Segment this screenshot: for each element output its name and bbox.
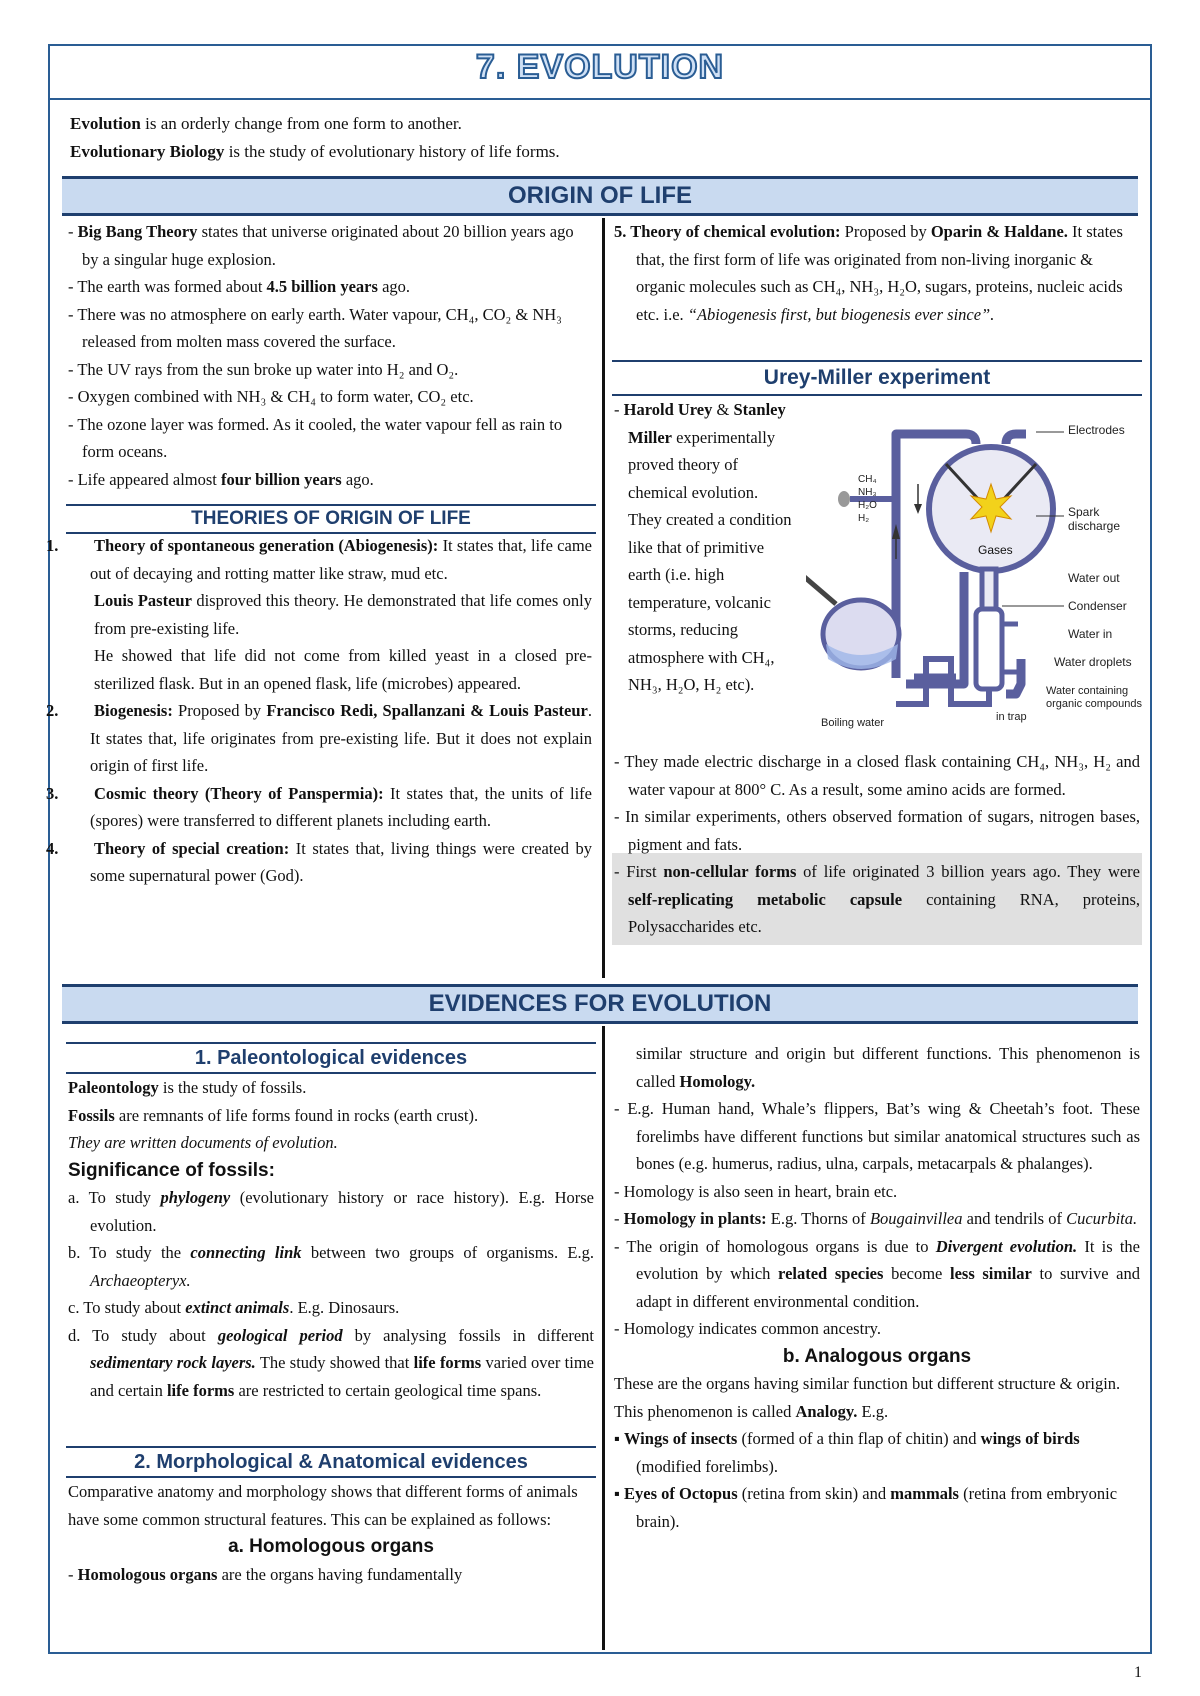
chemical-evolution: 5. Theory of chemical evolution: Proposed by Oparin & Haldane. It states that, the first form of life was originated from non-living inorganic & organic molecules such as CH₄, NH₃, H₂O, sugars, proteins, nucleic acids etc. i.e. “Abiogenesis first, but biogenesis ever since”. [614, 222, 1123, 324]
term-evolution: Evolution [70, 114, 141, 133]
homology-right: similar structure and origin but different functions. This phenomenon is called Homology. - E.g. Human hand, Whale’s flippers, Bat’s wing & Cheetah’s foot. These forelimbs have different functions but similar anatomical structures such as bones (e.g. humerus, radius, ulna, carpals, metacarpals & phalanges). - Homology is also seen in heart, brain etc. - Homology in plants: E.g. Thorns of Bougainvillea and tendrils of Cucurbita. - The origin of homologous organs is due to Divergent evolution. It is the evolution by which related species become less similar to survive and adapt in different environmental condition. - Homology indicates common ancestry. b. Analogous organs These are the organs having similar function but different structure & origin. This phenomenon is called Analogy. E.g. ▪ Wings of insects (formed of a thin flap of chitin) and wings of birds (modified forelimbs). ▪ Eyes of Octopus (retina from skin) and mammals (retina from embryonic brain). [614, 1044, 1141, 1531]
paleo-heading: 1. Paleontological evidences [66, 1042, 596, 1074]
morph-section: Comparative anatomy and morphology shows that different forms of animals have some common structural features. This can be explained as follows: a. Homologous organs - Homologous organs are the organs having fundamentally [68, 1478, 594, 1588]
condenser [976, 609, 1002, 689]
title-rule [50, 98, 1150, 100]
svg-text:in trap: in trap [996, 711, 1027, 723]
svg-text:Electrodes: Electrodes [1068, 423, 1125, 437]
svg-text:CH₄: CH₄ [858, 474, 877, 485]
svg-text:Water containing: Water containing [1046, 685, 1129, 697]
svg-text:Boiling water: Boiling water [821, 717, 884, 729]
origin-band: ORIGIN OF LIFE [62, 176, 1138, 216]
urey-intro: - Harold Urey & Stanley Miller experimentally proved theory of chemical evolution. They created a condition like that of primitive earth (i.e. high temperature, volcanic storms, reducing atmosphere with CH₄, NH₃, H₂O, H₂ etc). [614, 400, 792, 694]
paleo-section: Paleontology is the study of fossils. Fossils are remnants of life forms found in rocks (earth crust). They are written documents of evolution. Significance of fossils: a. To study phylogeny (evolutionary history or race history). E.g. Horse evolution. b. To study the connecting link between two groups of organisms. E.g. Archaeopteryx. c. To study about extinct animals. E.g. Dinosaurs. d. To study about geological period by analysing fossils in different sedimentary rock layers. The study showed that life forms varied over time and certain life forms are restricted to certain geological time spans. [68, 1078, 594, 1400]
svg-text:Water in: Water in [1068, 627, 1113, 641]
morph-heading: 2. Morphological & Anatomical evidences [66, 1446, 596, 1478]
intro [70, 110, 560, 166]
svg-text:Spark: Spark [1068, 505, 1100, 519]
svg-text:Water out: Water out [1068, 571, 1120, 585]
intro-line1: is an orderly change from one form to another. [140, 114, 462, 133]
column-divider-bottom [602, 1026, 605, 1650]
svg-text:Condenser: Condenser [1068, 599, 1127, 613]
urey-results: - They made electric discharge in a closed flask containing CH₄, NH₃, H₂ and water vapour at 800° C. As a result, some amino acids are formed. - In similar experiments, others observed formation of sugars, nitrogen bases, pigment and fats. - First non-cellular forms of life originated 3 billion years ago. They were self-replicating metabolic capsule containing RNA, proteins, Polysaccharides etc. [614, 752, 1141, 936]
column-divider-top [602, 218, 605, 978]
term-evolutionary-biology: Evolutionary Biology [70, 142, 225, 161]
significance-heading: Significance of fossils: [68, 1159, 275, 1181]
svg-text:H₂: H₂ [858, 513, 870, 524]
evidences-band: EVIDENCES FOR EVOLUTION [62, 984, 1138, 1024]
analogous-heading: b. Analogous organs [782, 1345, 972, 1367]
origin-left-column: - Big Bang Theory states that universe originated about 20 billion years ago by a singular huge explosion. - The earth was formed about 4.5 billion years ago. - There was no atmosphere on early earth. Water vapour, CH₄, CO₂ & NH₃ released from molten mass covered the surface. - The UV rays from the sun broke up water into H₂ and O₂. - Oxygen combined with NH₃ & CH₄ to form water, CO₂ etc. - The ozone layer was formed. As it cooled, the water vapour fell as rain to form oceans. - Life appeared almost four billion years ago. [68, 222, 574, 489]
theories-list: 1. Theory of spontaneous generation (Abiogenesis): It states that, life came out of decaying and rotting matter like straw, mud etc. Louis Pasteur disproved this theory. He demonstrated that life comes only from pre-existing life. He showed that life did not come from killed yeast in a closed pre-sterilized flask. But in an opened flask, life (microbes) appeared. 2. Biogenesis: Proposed by Francisco Redi, Spallanzani & Louis Pasteur. It states that, life originates from pre-existing life. But it does not explain origin of first life. 3. Cosmic theory (Theory of Panspermia): It states that, the units of life (spores) were transferred to different planets including earth. 4. Theory of special creation: It states that, living things were created by some supernatural power (God). [46, 536, 592, 885]
page-number: 1 [1134, 1664, 1142, 1681]
intro-line2: is the study of evolutionary history of life forms. [224, 142, 560, 161]
theories-heading: THEORIES OF ORIGIN OF LIFE [66, 504, 596, 534]
svg-text:NH₃: NH₃ [858, 487, 877, 498]
svg-text:Water droplets: Water droplets [1054, 655, 1132, 669]
urey-miller-heading: Urey-Miller experiment [612, 360, 1142, 396]
svg-text:Gases: Gases [978, 543, 1013, 557]
urey-miller-apparatus [806, 404, 1146, 734]
svg-text:H₂O: H₂O [858, 500, 877, 511]
homologous-heading: a. Homologous organs [228, 1536, 434, 1557]
svg-text:organic compounds: organic compounds [1046, 698, 1143, 710]
svg-text:discharge: discharge [1068, 519, 1121, 533]
page-title: 7. EVOLUTION [475, 48, 725, 86]
